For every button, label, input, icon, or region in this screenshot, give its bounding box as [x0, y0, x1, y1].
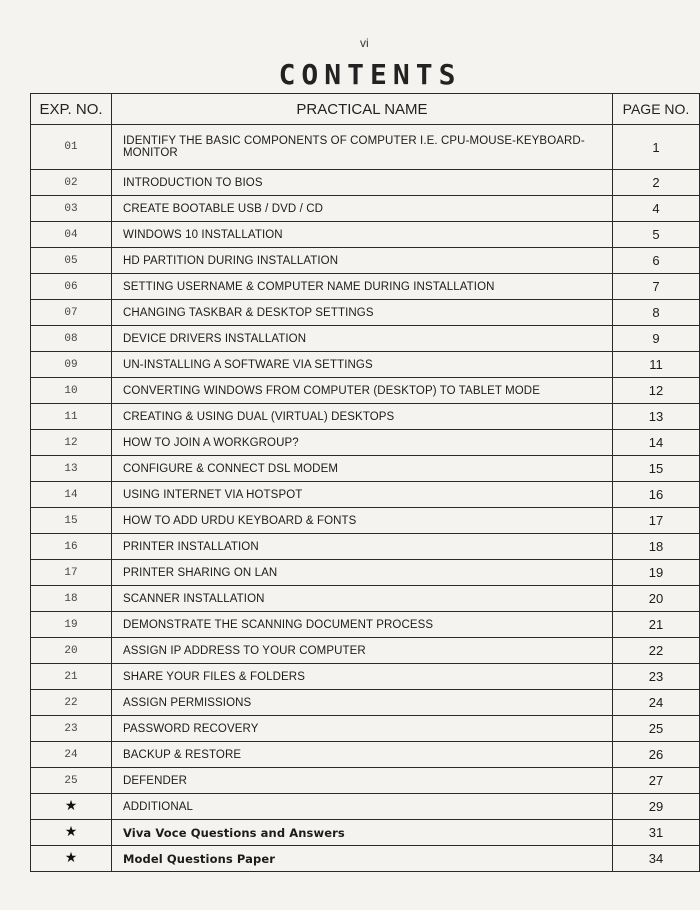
exp-number: 20: [31, 638, 112, 664]
page-no: 17: [613, 508, 700, 534]
exp-number: 24: [31, 742, 112, 768]
table-row: [31, 768, 700, 794]
exp-number: 19: [31, 612, 112, 638]
exp-number: 05: [31, 248, 112, 274]
star-icon: ★: [31, 820, 112, 846]
page-no: 8: [613, 300, 700, 326]
practical-name: ASSIGN PERMISSIONS: [112, 690, 613, 716]
exp-number: 07: [31, 300, 112, 326]
exp-number: 04: [31, 222, 112, 248]
page-no: 25: [613, 716, 700, 742]
exp-number: 13: [31, 456, 112, 482]
page-no: 9: [613, 326, 700, 352]
page-number: vi: [360, 36, 369, 50]
exp-number: 17: [31, 560, 112, 586]
page-no: 29: [613, 794, 700, 820]
practical-name: CONFIGURE & CONNECT DSL MODEM: [112, 456, 613, 482]
table-row: [31, 456, 700, 482]
table-row: [31, 690, 700, 716]
page-no: 5: [613, 222, 700, 248]
table-row: [31, 482, 700, 508]
practical-name: PRINTER SHARING ON LAN: [112, 560, 613, 586]
practical-name: CREATING & USING DUAL (VIRTUAL) DESKTOPS: [112, 404, 613, 430]
table-row: [31, 300, 700, 326]
practical-name: CREATE BOOTABLE USB / DVD / CD: [112, 196, 613, 222]
exp-number: 12: [31, 430, 112, 456]
practical-name: UN-INSTALLING A SOFTWARE VIA SETTINGS: [112, 352, 613, 378]
table-row: [31, 378, 700, 404]
header-exp-no: EXP. NO.: [31, 94, 112, 125]
practical-name: SETTING USERNAME & COMPUTER NAME DURING INSTALLATION: [112, 274, 613, 300]
page-no: 19: [613, 560, 700, 586]
practical-name: SCANNER INSTALLATION: [112, 586, 613, 612]
table-row: [31, 248, 700, 274]
table-row: [31, 742, 700, 768]
exp-number: 23: [31, 716, 112, 742]
page-no: 4: [613, 196, 700, 222]
header-row: [31, 94, 700, 125]
practical-name: ADDITIONAL: [112, 794, 613, 820]
star-icon: ★: [31, 794, 112, 820]
table-row: [31, 560, 700, 586]
page-no: 16: [613, 482, 700, 508]
table-row: [31, 664, 700, 690]
practical-name: HOW TO ADD URDU KEYBOARD & FONTS: [112, 508, 613, 534]
page-no: 23: [613, 664, 700, 690]
table-row: [31, 586, 700, 612]
table-row: [31, 170, 700, 196]
exp-number: 11: [31, 404, 112, 430]
page-no: 7: [613, 274, 700, 300]
page-no: 6: [613, 248, 700, 274]
exp-number: 21: [31, 664, 112, 690]
exp-number: 18: [31, 586, 112, 612]
contents-table: [30, 93, 700, 872]
page-no: 18: [613, 534, 700, 560]
table-row: [31, 534, 700, 560]
header-practical-name: PRACTICAL NAME: [112, 94, 613, 125]
page-no: 34: [613, 846, 700, 872]
page-no: 1: [613, 125, 700, 170]
exp-number: 10: [31, 378, 112, 404]
practical-name: PRINTER INSTALLATION: [112, 534, 613, 560]
table-row: [31, 352, 700, 378]
exp-number: 01: [31, 125, 112, 170]
practical-name: Viva Voce Questions and Answers: [112, 820, 613, 846]
page-no: 21: [613, 612, 700, 638]
practical-name: WINDOWS 10 INSTALLATION: [112, 222, 613, 248]
page-no: 22: [613, 638, 700, 664]
table-row: [31, 638, 700, 664]
page-no: 15: [613, 456, 700, 482]
practical-name: DEMONSTRATE THE SCANNING DOCUMENT PROCESS: [112, 612, 613, 638]
page-no: 11: [613, 352, 700, 378]
page-no: 24: [613, 690, 700, 716]
practical-name: PASSWORD RECOVERY: [112, 716, 613, 742]
page-no: 14: [613, 430, 700, 456]
table-row: [31, 846, 700, 872]
exp-number: 15: [31, 508, 112, 534]
practical-name: DEFENDER: [112, 768, 613, 794]
table-row: [31, 794, 700, 820]
practical-name: HD PARTITION DURING INSTALLATION: [112, 248, 613, 274]
page-no: 12: [613, 378, 700, 404]
practical-name: CONVERTING WINDOWS FROM COMPUTER (DESKTOP) TO TABLET MODE: [112, 378, 613, 404]
page-no: 27: [613, 768, 700, 794]
page-no: 13: [613, 404, 700, 430]
exp-number: 06: [31, 274, 112, 300]
practical-name: USING INTERNET VIA HOTSPOT: [112, 482, 613, 508]
table-row: [31, 820, 700, 846]
practical-name: Model Questions Paper: [112, 846, 613, 872]
page-no: 31: [613, 820, 700, 846]
exp-number: 25: [31, 768, 112, 794]
practical-name: BACKUP & RESTORE: [112, 742, 613, 768]
table-row: [31, 508, 700, 534]
exp-number: 22: [31, 690, 112, 716]
page-no: 20: [613, 586, 700, 612]
practical-name: HOW TO JOIN A WORKGROUP?: [112, 430, 613, 456]
table-row: [31, 612, 700, 638]
table-row: [31, 326, 700, 352]
exp-number: 09: [31, 352, 112, 378]
page-no: 2: [613, 170, 700, 196]
exp-number: 02: [31, 170, 112, 196]
exp-number: 03: [31, 196, 112, 222]
table-row: [31, 222, 700, 248]
practical-name: CHANGING TASKBAR & DESKTOP SETTINGS: [112, 300, 613, 326]
practical-name: DEVICE DRIVERS INSTALLATION: [112, 326, 613, 352]
contents-table-container: [30, 93, 700, 872]
practical-name: IDENTIFY THE BASIC COMPONENTS OF COMPUTER I.E. CPU-MOUSE-KEYBOARD-MONITOR: [112, 125, 613, 170]
exp-number: 16: [31, 534, 112, 560]
table-row: [31, 430, 700, 456]
practical-name: SHARE YOUR FILES & FOLDERS: [112, 664, 613, 690]
table-row: [31, 404, 700, 430]
page-no: 26: [613, 742, 700, 768]
table-row: [31, 196, 700, 222]
exp-number: 08: [31, 326, 112, 352]
practical-name: INTRODUCTION TO BIOS: [112, 170, 613, 196]
exp-number: 14: [31, 482, 112, 508]
table-row: [31, 716, 700, 742]
header-page-no: PAGE NO.: [613, 94, 700, 125]
table-row: [31, 125, 700, 170]
page-title: CONTENTS: [278, 58, 462, 91]
star-icon: ★: [31, 846, 112, 872]
table-row: [31, 274, 700, 300]
practical-name: ASSIGN IP ADDRESS TO YOUR COMPUTER: [112, 638, 613, 664]
